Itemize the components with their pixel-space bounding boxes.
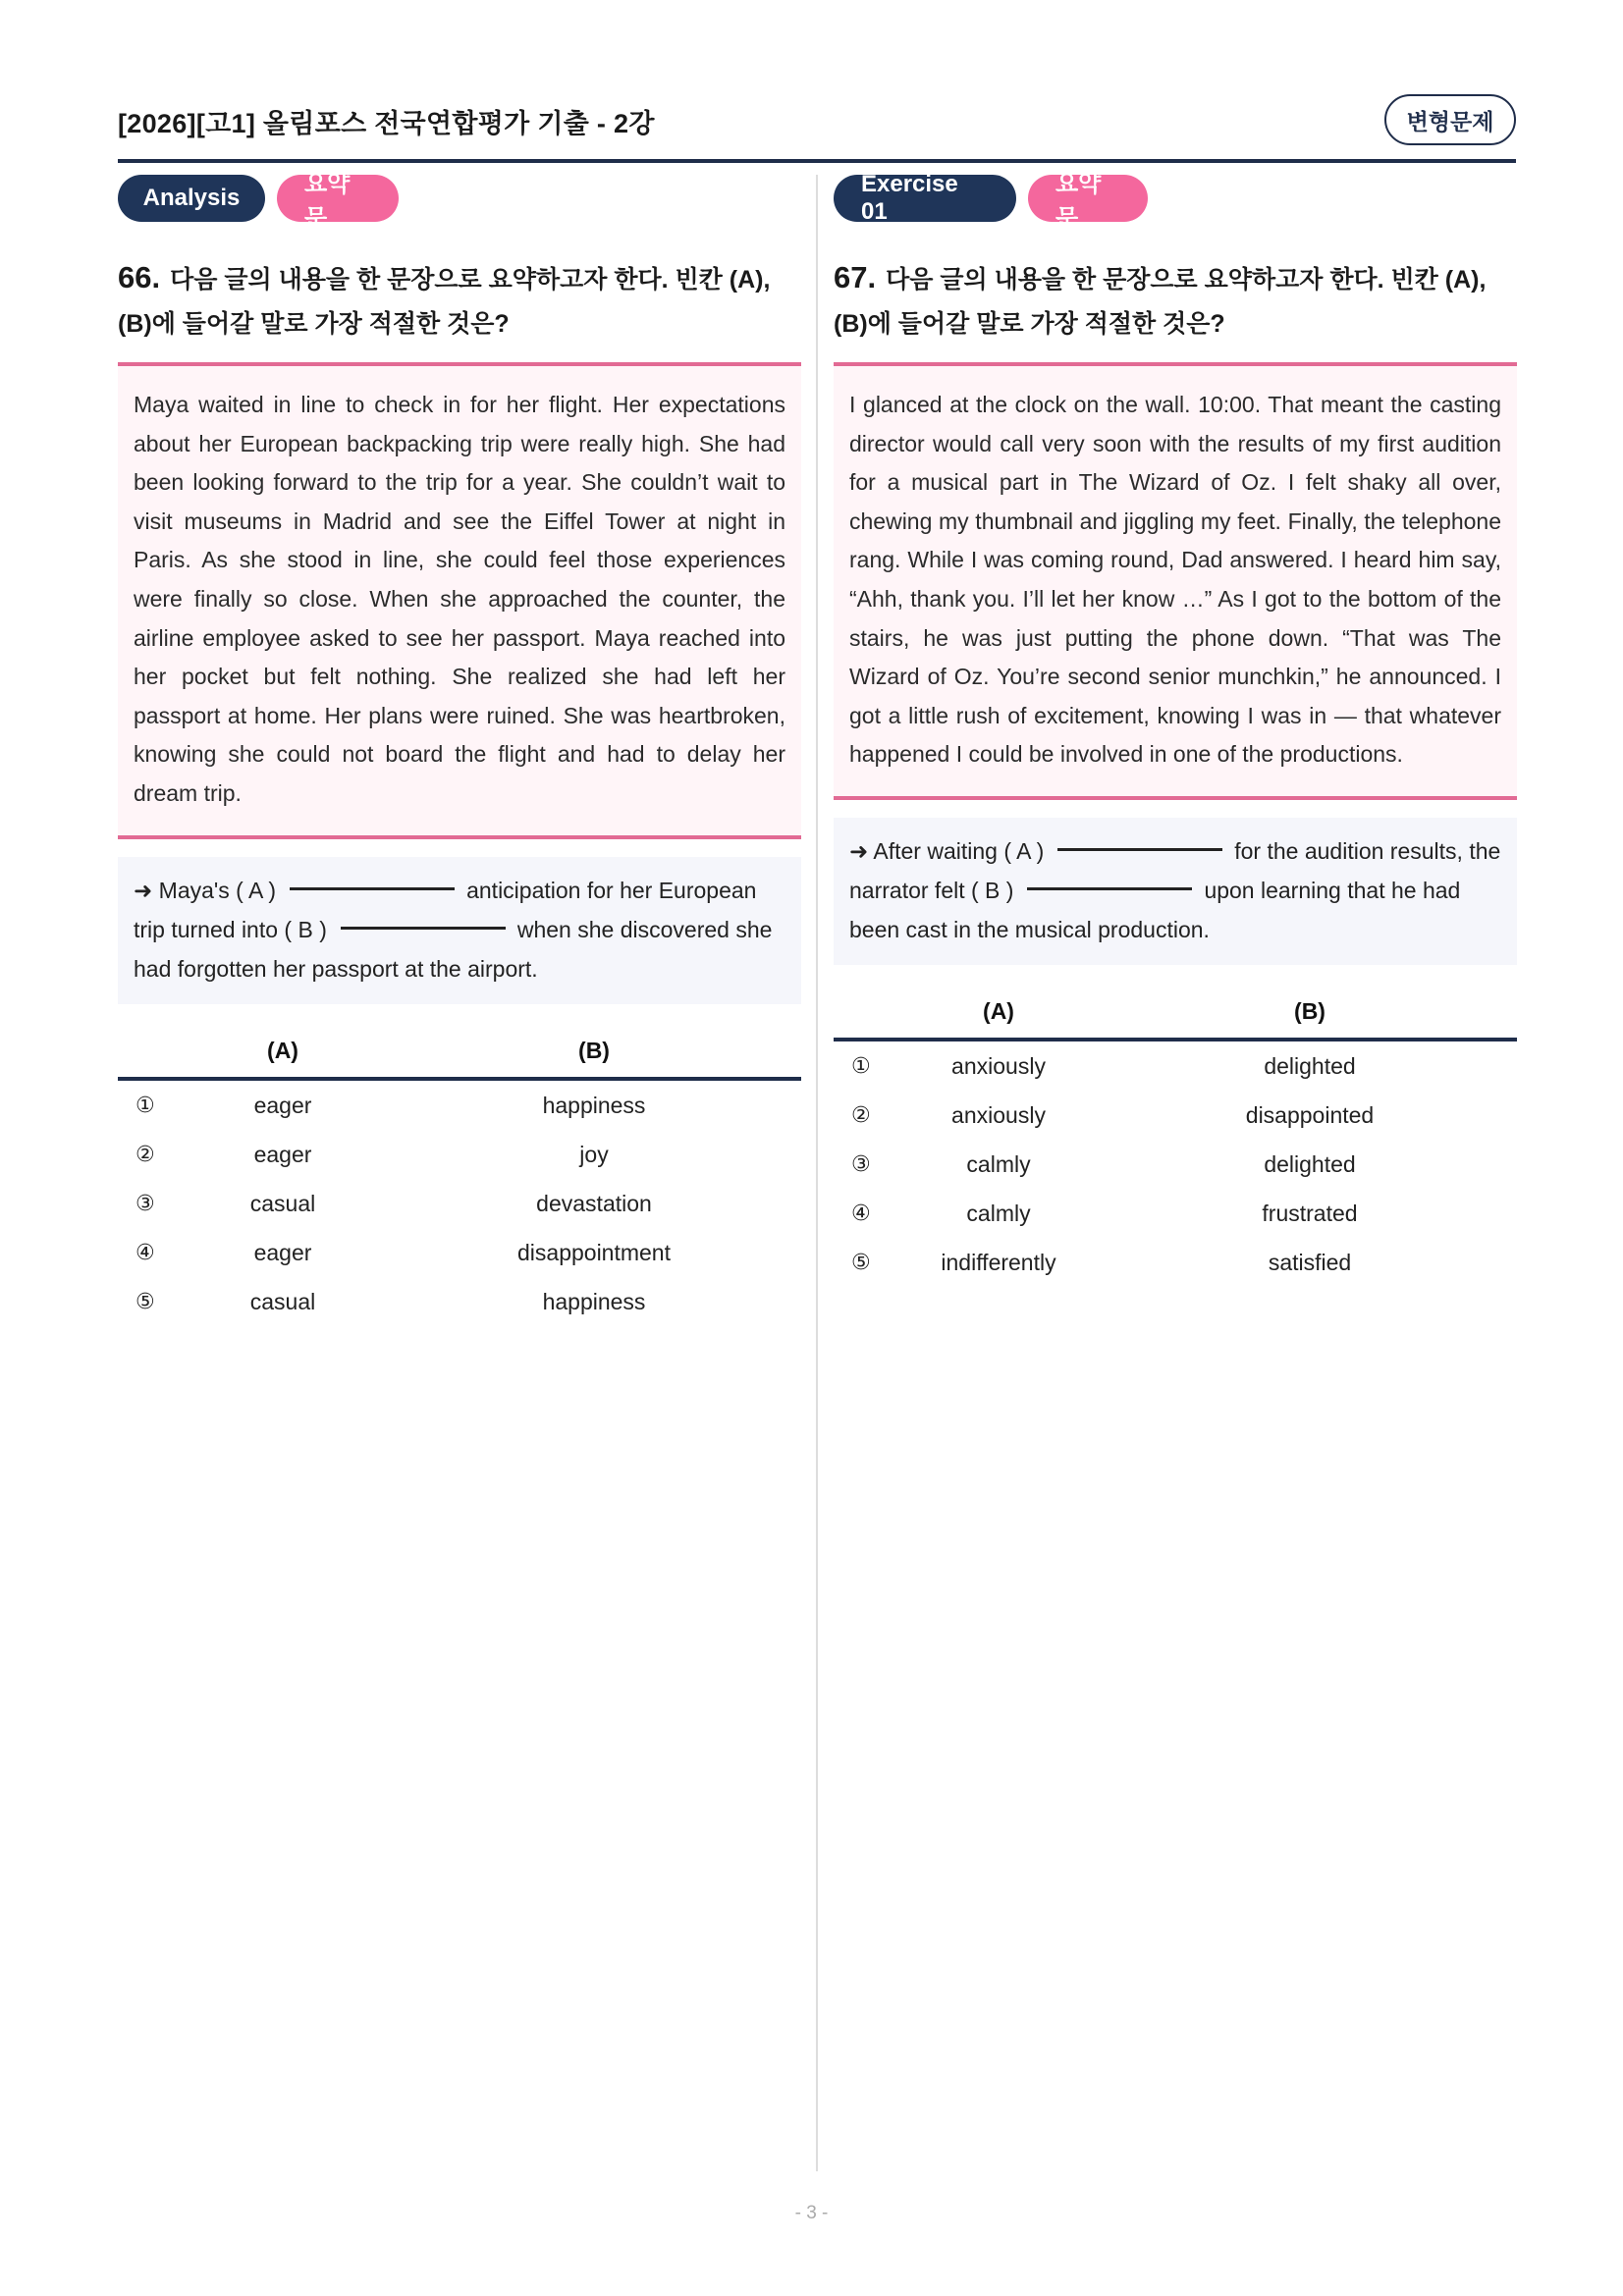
option-row[interactable]	[118, 1277, 801, 1326]
option-b: delighted	[1264, 1150, 1356, 1177]
blank-b	[341, 927, 506, 930]
option-b: disappointment	[517, 1239, 671, 1265]
option-row[interactable]	[834, 1041, 1517, 1091]
page-header	[118, 94, 1516, 163]
summary-part-2: for the audition results, the narrator felt ( B )	[849, 837, 1501, 903]
summary-part-3: when she discovered she had forgotten her passport at the airport.	[134, 916, 773, 982]
blank-a	[290, 887, 455, 890]
blank-a	[1057, 848, 1222, 851]
option-b: satisfied	[1268, 1249, 1352, 1275]
column-a-label: (A)	[983, 997, 1014, 1024]
summary-tag: 요약문	[277, 175, 399, 222]
question-number: 66.	[118, 260, 161, 294]
right-tags	[834, 171, 1517, 232]
column-b-label: (B)	[578, 1037, 610, 1063]
option-row[interactable]	[118, 1228, 801, 1277]
question-text: 다음 글의 내용을 한 문장으로 요약하고자 한다. 빈칸 (A), (B)에 들어갈 말로 가장 적절한 것은?	[834, 266, 1487, 338]
option-number: ①	[851, 1052, 871, 1078]
option-number: ⑤	[851, 1249, 871, 1274]
option-b: happiness	[542, 1092, 646, 1118]
column-a-label: (A)	[267, 1037, 298, 1063]
option-a: eager	[253, 1239, 312, 1265]
page-title: [2026][고1] 올림포스 전국연합평가 기출 - 2강	[118, 109, 655, 138]
question-number: 67.	[834, 260, 877, 294]
option-b: happiness	[542, 1288, 646, 1314]
option-a: anxiously	[951, 1101, 1046, 1128]
column-b-label: (B)	[1294, 997, 1325, 1024]
summary-part-3: upon learning that he had been cast in the musical production.	[849, 877, 1461, 942]
option-row[interactable]	[834, 1238, 1517, 1287]
variant-badge: 변형문제	[1384, 94, 1516, 145]
option-a: eager	[253, 1092, 312, 1118]
option-b: frustrated	[1262, 1200, 1358, 1226]
passage-66: Maya waited in line to check in for her flight. Her expectations about her European backpacking trip were really high. She had been looking forward to the trip for a year. She couldn’t wait to visit museums in Madrid and see the Eiffel Tower at night in Paris. As she stood in line, she could feel those experiences were finally so close. When she approached the counter, the airline employee asked to see her passport. Maya reached into her pocket but felt nothing. She realized she had left her passport at home. Her plans were ruined. She was heartbroken, knowing she could not board the flight and had to delay her dream trip.	[118, 362, 801, 839]
column-divider	[816, 175, 818, 2171]
analysis-tag: Analysis	[118, 175, 265, 222]
option-row[interactable]	[118, 1130, 801, 1179]
option-number: ⑤	[135, 1288, 155, 1313]
question-67	[834, 255, 1517, 347]
summary-tag: 요약문	[1028, 175, 1148, 222]
option-b: joy	[579, 1141, 609, 1167]
option-number: ④	[851, 1200, 871, 1225]
summary-part-2: anticipation for her European trip turned into ( B )	[134, 877, 757, 942]
summary-67	[834, 818, 1517, 965]
option-row[interactable]	[118, 1179, 801, 1228]
option-b: disappointed	[1245, 1101, 1375, 1128]
option-a: casual	[249, 1190, 316, 1216]
option-number: ①	[135, 1092, 155, 1117]
blank-b	[1027, 887, 1192, 890]
option-a: anxiously	[951, 1052, 1046, 1079]
option-number: ③	[135, 1190, 155, 1215]
option-row[interactable]	[834, 1189, 1517, 1238]
right-column	[834, 171, 1517, 1287]
option-row[interactable]	[834, 1091, 1517, 1140]
left-tags	[118, 171, 801, 232]
options-header	[118, 1026, 801, 1081]
option-a: casual	[249, 1288, 316, 1314]
option-row[interactable]	[118, 1081, 801, 1130]
question-text: 다음 글의 내용을 한 문장으로 요약하고자 한다. 빈칸 (A), (B)에 들어갈 말로 가장 적절한 것은?	[118, 266, 771, 338]
option-number: ④	[135, 1239, 155, 1264]
option-b: delighted	[1264, 1052, 1356, 1079]
passage-67: I glanced at the clock on the wall. 10:00. That meant the casting director would call very soon with the results of my first audition for a musical part in The Wizard of Oz. I felt shaky all over, chewing my thumbnail and jiggling my feet. Finally, the telephone rang. While I was coming round, Dad answered. I heard him say, “Ahh, thank you. I’ll let her know …” As I got to the bottom of the stairs, he was just putting the phone down. “That was The Wizard of Oz. You’re second senior munchkin,” he announced. I got a little rush of excitement, knowing I was in — that whatever happened I could be involved in one of the productions.	[834, 362, 1517, 800]
option-b: devastation	[536, 1190, 652, 1216]
page-number: - 3 -	[794, 2203, 829, 2223]
options-header	[834, 987, 1517, 1041]
left-column	[118, 171, 801, 1326]
option-a: calmly	[966, 1150, 1031, 1177]
option-a: eager	[253, 1141, 312, 1167]
question-66	[118, 255, 801, 347]
option-number: ②	[851, 1101, 871, 1127]
option-a: calmly	[966, 1200, 1031, 1226]
option-a: indifferently	[941, 1249, 1056, 1275]
option-row[interactable]	[834, 1140, 1517, 1189]
summary-part-1: ➜ Maya's ( A )	[134, 877, 277, 903]
exercise-tag: Exercise 01	[834, 175, 1016, 222]
option-number: ②	[135, 1141, 155, 1166]
summary-66	[118, 857, 801, 1004]
summary-part-1: ➜ After waiting ( A )	[849, 837, 1045, 864]
option-number: ③	[851, 1150, 871, 1176]
